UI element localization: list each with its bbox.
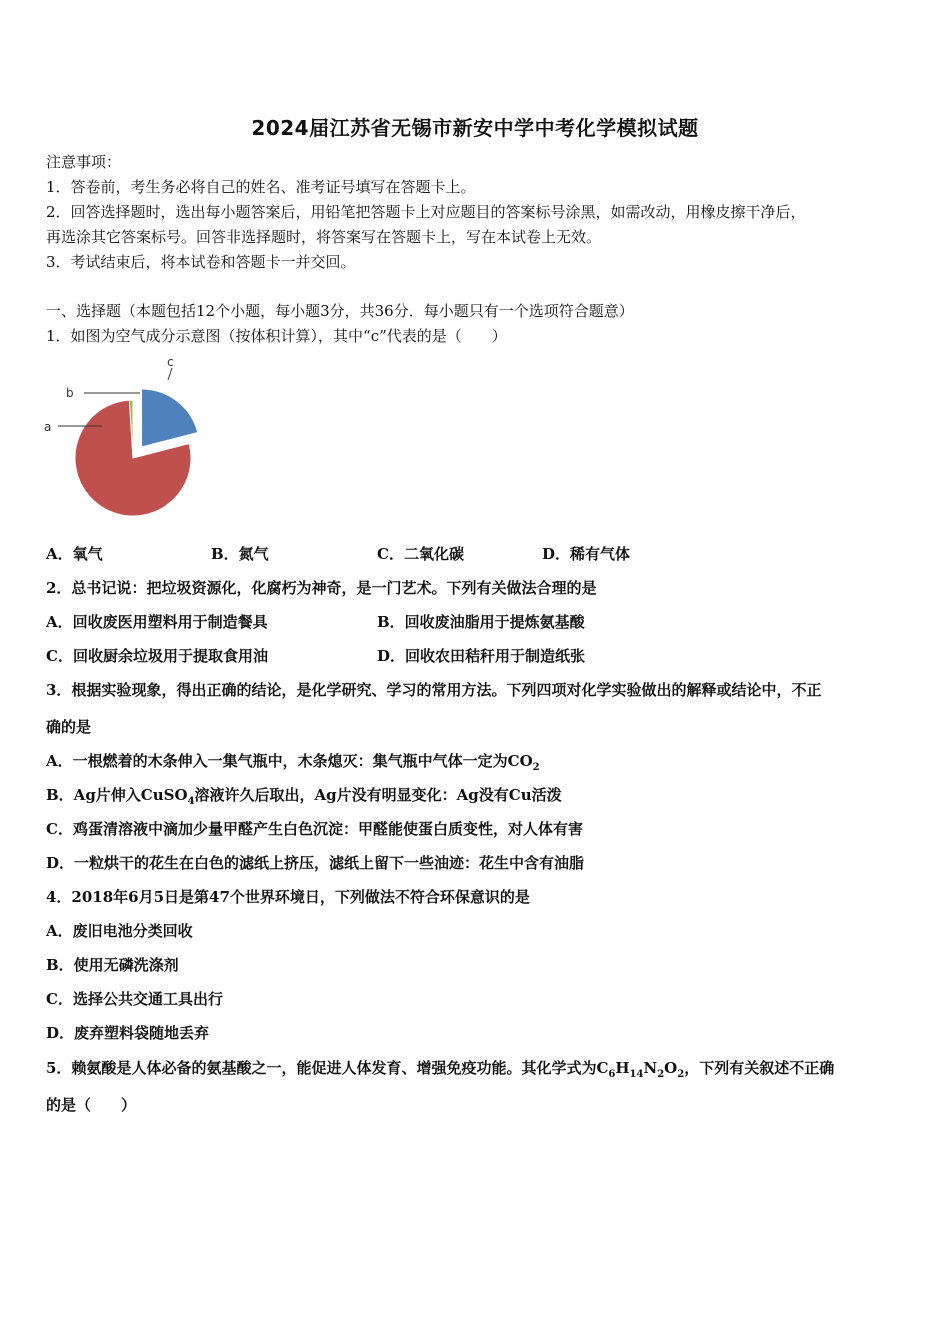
q3-option-b (46, 785, 562, 805)
q3-option-a-subscript: 2 (532, 762, 540, 773)
q5-elem-h: H (615, 1059, 630, 1077)
pie-label-c: c (167, 355, 174, 369)
notice-item-2: 2．回答选择题时，选出每小题答案后，用铅笔把答题卡上对应题目的答案标号涂黑，如需改动，用橡皮擦干净后， (46, 203, 806, 221)
q5-elem-n: N (643, 1059, 658, 1077)
q5-sub-o: 2 (677, 1069, 685, 1080)
q4-option-a: A．废旧电池分类回收 (46, 922, 193, 940)
q3-option-d: D．一粒烘干的花生在白色的滤纸上挤压，滤纸上留下一些油迹：花生中含有油脂 (46, 854, 585, 872)
q3-option-b-text-post: 溶液许久后取出，Ag片没有明显变化：Ag没有Cu活泼 (194, 786, 562, 804)
section-heading: 一、选择题（本题包括12个小题，每小题3分，共36分．每小题只有一个选项符合题意） (46, 302, 634, 320)
q5-stem-pre: 5．赖氨酸是人体必备的氨基酸之一，能促进人体发育、增强免疫功能。其化学式为C (46, 1059, 609, 1077)
q5-sub-c: 6 (608, 1069, 616, 1080)
q2-option-a: A．回收废医用塑料用于制造餐具 (46, 613, 268, 631)
q5-stem-cont: 的是（ ） (46, 1096, 137, 1114)
q1-option-b: B．氮气 (211, 545, 269, 563)
q5-stem (46, 1058, 834, 1078)
q3-option-b-text-pre: B．Ag片伸入CuSO (46, 786, 188, 804)
q3-stem-cont: 确的是 (46, 718, 92, 736)
q2-option-d: D．回收农田秸秆用于制造纸张 (377, 647, 586, 665)
pie-label-a: a (44, 420, 52, 434)
q3-option-c: C．鸡蛋清溶液中滴加少量甲醛产生白色沉淀：甲醛能使蛋白质变性，对人体有害 (46, 820, 583, 838)
q5-sub-n: 2 (657, 1069, 665, 1080)
q4-stem: 4．2018年6月5日是第47个世界环境日，下列做法不符合环保意识的是 (46, 888, 530, 906)
q3-option-b-subscript: 4 (187, 796, 195, 807)
q5-elem-o: O (664, 1059, 678, 1077)
q1-option-a: A．氧气 (46, 545, 103, 563)
notice-item-3: 3．考试结束后，将本试卷和答题卡一并交回。 (46, 253, 356, 271)
q2-option-b: B．回收废油脂用于提炼氨基酸 (377, 613, 585, 631)
air-composition-pie-chart (36, 350, 216, 525)
page-title: 2024届江苏省无锡市新安中学中考化学模拟试题 (251, 116, 699, 140)
q4-option-d: D．废弃塑料袋随地丢弃 (46, 1024, 210, 1042)
pie-label-b: b (66, 386, 74, 400)
pie-slice-c (142, 389, 198, 447)
q4-option-b: B．使用无磷洗涤剂 (46, 956, 179, 974)
pie-leader-c (168, 368, 172, 380)
q1-stem: 1．如图为空气成分示意图（按体积计算），其中“c”代表的是（ ） (46, 327, 507, 345)
q3-option-a-text: A．一根燃着的木条伸入一集气瓶中，木条熄灭：集气瓶中气体一定为CO (46, 752, 533, 770)
q3-stem: 3．根据实验现象，得出正确的结论，是化学研究、学习的常用方法。下列四项对化学实验做出的解释或结论中，不正 (46, 681, 822, 699)
q2-option-c: C．回收厨余垃圾用于提取食用油 (46, 647, 268, 665)
notice-item-2-cont: 再选涂其它答案标号。回答非选择题时，将答案写在答题卡上，写在本试卷上无效。 (46, 228, 602, 246)
q2-stem: 2．总书记说：把垃圾资源化，化腐朽为神奇，是一门艺术。下列有关做法合理的是 (46, 579, 597, 597)
q5-sub-h: 14 (629, 1069, 644, 1080)
q1-option-d: D．稀有气体 (542, 545, 631, 563)
q1-option-c: C．二氧化碳 (377, 545, 464, 563)
q3-option-a (46, 751, 540, 771)
notice-heading: 注意事项： (46, 153, 122, 171)
notice-item-1: 1．答卷前，考生务必将自己的姓名、准考证号填写在答题卡上。 (46, 178, 476, 196)
q5-stem-post: ，下列有关叙述不正确 (684, 1059, 835, 1077)
q4-option-c: C．选择公共交通工具出行 (46, 990, 223, 1008)
